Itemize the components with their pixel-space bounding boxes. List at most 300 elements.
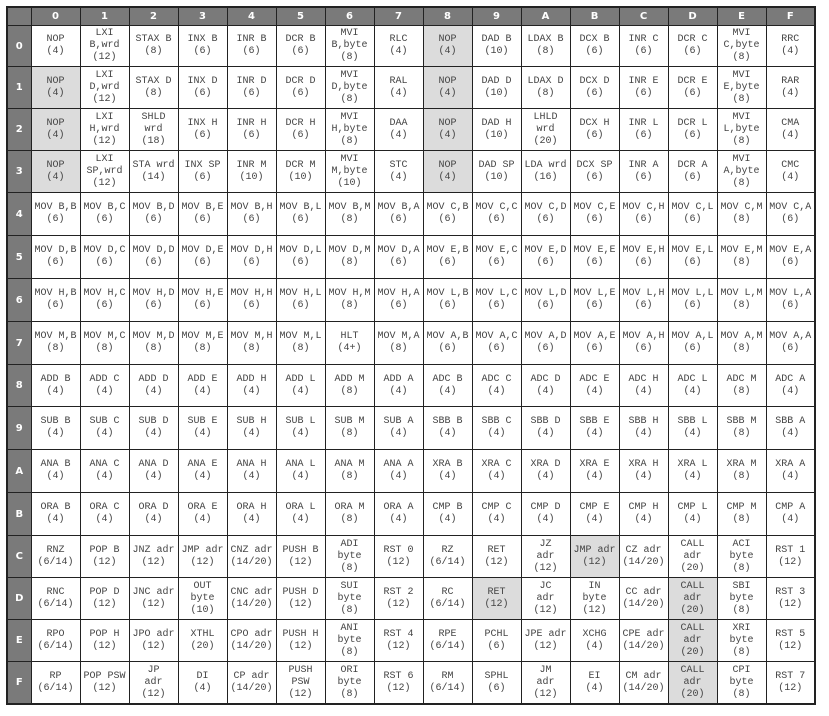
opcode-cell: LDAX B (8)	[521, 26, 570, 67]
row-header-0: 0	[7, 26, 31, 67]
opcode-cell: MOV B,D (6)	[129, 193, 178, 236]
column-header-c: C	[619, 7, 668, 26]
opcode-cell: ADD A (4)	[374, 365, 423, 407]
opcode-cell: MOV A,H (6)	[619, 322, 668, 365]
opcode-row-d	[7, 578, 815, 620]
opcode-cell: MOV C,L (6)	[668, 193, 717, 236]
opcode-cell: SUB A (4)	[374, 407, 423, 450]
opcode-cell: DAD H (10)	[472, 109, 521, 151]
opcode-cell: SHLD wrd (18)	[129, 109, 178, 151]
opcode-cell: ANA M (8)	[325, 450, 374, 493]
column-header-7: 7	[374, 7, 423, 26]
opcode-cell: MOV L,C (6)	[472, 279, 521, 322]
row-header-c: C	[7, 536, 31, 578]
opcode-cell: JPE adr (12)	[521, 620, 570, 662]
opcode-cell: SBB C (4)	[472, 407, 521, 450]
opcode-cell: RRC (4)	[766, 26, 815, 67]
column-header-3: 3	[178, 7, 227, 26]
opcode-cell: ANA C (4)	[80, 450, 129, 493]
opcode-cell: POP H (12)	[80, 620, 129, 662]
opcode-cell: ADC A (4)	[766, 365, 815, 407]
opcode-cell: LXI B,wrd (12)	[80, 26, 129, 67]
opcode-cell: RST 3 (12)	[766, 578, 815, 620]
opcode-cell: DCR D (6)	[276, 67, 325, 109]
corner-cell	[7, 7, 31, 26]
opcode-cell: SUB B (4)	[31, 407, 80, 450]
opcode-cell: ORA E (4)	[178, 493, 227, 536]
row-header-e: E	[7, 620, 31, 662]
opcode-cell: MOV L,M (8)	[717, 279, 766, 322]
opcode-cell: ADD M (8)	[325, 365, 374, 407]
opcode-cell: SBB E (4)	[570, 407, 619, 450]
column-header-f: F	[766, 7, 815, 26]
opcode-cell: RET (12)	[472, 536, 521, 578]
opcode-cell: MOV L,L (6)	[668, 279, 717, 322]
opcode-cell: JZ adr (12)	[521, 536, 570, 578]
opcode-cell: JNZ adr (12)	[129, 536, 178, 578]
opcode-cell: RST 0 (12)	[374, 536, 423, 578]
opcode-cell: JNC adr (12)	[129, 578, 178, 620]
row-header-3: 3	[7, 151, 31, 193]
opcode-cell: HLT (4+)	[325, 322, 374, 365]
opcode-cell: NOP (4)	[31, 109, 80, 151]
opcode-cell: RPO (6/14)	[31, 620, 80, 662]
opcode-cell: POP D (12)	[80, 578, 129, 620]
opcode-cell: ORA C (4)	[80, 493, 129, 536]
row-header-a: A	[7, 450, 31, 493]
opcode-row-a	[7, 450, 815, 493]
opcode-cell: INR E (6)	[619, 67, 668, 109]
opcode-cell: MOV B,E (6)	[178, 193, 227, 236]
opcode-cell: PUSH PSW (12)	[276, 662, 325, 705]
opcode-cell: ORA L (4)	[276, 493, 325, 536]
opcode-cell: MOV H,H (6)	[227, 279, 276, 322]
opcode-cell: XRA M (8)	[717, 450, 766, 493]
opcode-cell: CNC adr (14/20)	[227, 578, 276, 620]
opcode-cell: DCR E (6)	[668, 67, 717, 109]
opcode-rows	[7, 26, 815, 705]
opcode-cell: LHLD wrd (20)	[521, 109, 570, 151]
opcode-cell: MOV D,C (6)	[80, 236, 129, 279]
opcode-cell: MOV B,B (6)	[31, 193, 80, 236]
opcode-cell: DCR H (6)	[276, 109, 325, 151]
opcode-cell: SBB A (4)	[766, 407, 815, 450]
column-header-4: 4	[227, 7, 276, 26]
opcode-cell: NOP (4)	[423, 67, 472, 109]
opcode-cell: CMC (4)	[766, 151, 815, 193]
opcode-cell: MOV M,D (8)	[129, 322, 178, 365]
opcode-cell: CMP E (4)	[570, 493, 619, 536]
opcode-cell: ORA M (8)	[325, 493, 374, 536]
column-header-9: 9	[472, 7, 521, 26]
opcode-cell: ORA B (4)	[31, 493, 80, 536]
opcode-cell: MOV H,E (6)	[178, 279, 227, 322]
opcode-cell: XRA L (4)	[668, 450, 717, 493]
opcode-cell: MOV A,L (6)	[668, 322, 717, 365]
opcode-cell: ANA B (4)	[31, 450, 80, 493]
opcode-cell: XRI byte (8)	[717, 620, 766, 662]
opcode-cell: CMP L (4)	[668, 493, 717, 536]
column-header-2: 2	[129, 7, 178, 26]
column-header-d: D	[668, 7, 717, 26]
opcode-cell: ANA E (4)	[178, 450, 227, 493]
opcode-cell: MOV M,H (8)	[227, 322, 276, 365]
opcode-cell: SUB L (4)	[276, 407, 325, 450]
opcode-cell: DCR C (6)	[668, 26, 717, 67]
opcode-cell: RC (6/14)	[423, 578, 472, 620]
opcode-cell: PUSH B (12)	[276, 536, 325, 578]
column-header-e: E	[717, 7, 766, 26]
opcode-cell: MOV A,B (6)	[423, 322, 472, 365]
column-header-a: A	[521, 7, 570, 26]
opcode-cell: ACI byte (8)	[717, 536, 766, 578]
opcode-cell: PUSH H (12)	[276, 620, 325, 662]
opcode-cell: RST 4 (12)	[374, 620, 423, 662]
opcode-cell: ANA L (4)	[276, 450, 325, 493]
opcode-cell: CMA (4)	[766, 109, 815, 151]
opcode-cell: DCR B (6)	[276, 26, 325, 67]
opcode-cell: MOV L,D (6)	[521, 279, 570, 322]
column-header-row	[7, 7, 815, 26]
opcode-cell: ADC D (4)	[521, 365, 570, 407]
opcode-cell: MOV A,C (6)	[472, 322, 521, 365]
opcode-cell: MOV H,M (8)	[325, 279, 374, 322]
opcode-row-9	[7, 407, 815, 450]
opcode-cell: SUB C (4)	[80, 407, 129, 450]
opcode-cell: ADC C (4)	[472, 365, 521, 407]
opcode-cell: NOP (4)	[31, 67, 80, 109]
opcode-cell: INR C (6)	[619, 26, 668, 67]
opcode-cell: CALL adr (20)	[668, 536, 717, 578]
opcode-cell: MOV L,B (6)	[423, 279, 472, 322]
opcode-row-8	[7, 365, 815, 407]
opcode-cell: SUB H (4)	[227, 407, 276, 450]
opcode-cell: MOV D,H (6)	[227, 236, 276, 279]
opcode-cell: MOV E,L (6)	[668, 236, 717, 279]
opcode-row-e	[7, 620, 815, 662]
opcode-cell: MOV L,H (6)	[619, 279, 668, 322]
opcode-cell: RM (6/14)	[423, 662, 472, 705]
opcode-cell: DCR A (6)	[668, 151, 717, 193]
opcode-cell: MOV B,H (6)	[227, 193, 276, 236]
opcode-cell: JC adr (12)	[521, 578, 570, 620]
opcode-cell: MVI C,byte (8)	[717, 26, 766, 67]
opcode-cell: XRA E (4)	[570, 450, 619, 493]
opcode-cell: MOV D,E (6)	[178, 236, 227, 279]
opcode-cell: CMP C (4)	[472, 493, 521, 536]
opcode-cell: CM adr (14/20)	[619, 662, 668, 705]
opcode-cell: MVI D,byte (8)	[325, 67, 374, 109]
opcode-cell: SBB D (4)	[521, 407, 570, 450]
opcode-cell: ADC E (4)	[570, 365, 619, 407]
opcode-cell: ANA A (4)	[374, 450, 423, 493]
opcode-cell: CP adr (14/20)	[227, 662, 276, 705]
opcode-cell: INX H (6)	[178, 109, 227, 151]
opcode-table	[6, 6, 816, 705]
opcode-cell: DCX H (6)	[570, 109, 619, 151]
opcode-cell: XRA B (4)	[423, 450, 472, 493]
opcode-cell: LDA wrd (16)	[521, 151, 570, 193]
opcode-cell: STAX B (8)	[129, 26, 178, 67]
opcode-cell: NOP (4)	[31, 26, 80, 67]
opcode-cell: INX B (6)	[178, 26, 227, 67]
opcode-cell: MOV E,B (6)	[423, 236, 472, 279]
opcode-cell: RST 2 (12)	[374, 578, 423, 620]
opcode-cell: STA wrd (14)	[129, 151, 178, 193]
opcode-cell: MOV B,A (6)	[374, 193, 423, 236]
opcode-cell: MOV H,D (6)	[129, 279, 178, 322]
opcode-cell: MOV D,M (8)	[325, 236, 374, 279]
opcode-cell: MOV C,H (6)	[619, 193, 668, 236]
opcode-cell: MOV M,A (8)	[374, 322, 423, 365]
opcode-cell: DCR L (6)	[668, 109, 717, 151]
opcode-cell: MVI M,byte (10)	[325, 151, 374, 193]
opcode-cell: MOV D,A (6)	[374, 236, 423, 279]
opcode-cell: MOV M,E (8)	[178, 322, 227, 365]
opcode-cell: INR M (10)	[227, 151, 276, 193]
opcode-cell: RPE (6/14)	[423, 620, 472, 662]
opcode-cell: INR B (6)	[227, 26, 276, 67]
opcode-cell: MOV H,A (6)	[374, 279, 423, 322]
opcode-cell: SUI byte (8)	[325, 578, 374, 620]
opcode-cell: JMP adr (12)	[570, 536, 619, 578]
row-header-f: F	[7, 662, 31, 705]
opcode-cell: RNZ (6/14)	[31, 536, 80, 578]
opcode-cell: RLC (4)	[374, 26, 423, 67]
opcode-cell: MOV B,M (8)	[325, 193, 374, 236]
opcode-cell: ADD L (4)	[276, 365, 325, 407]
opcode-cell: SBB M (8)	[717, 407, 766, 450]
opcode-cell: ADD C (4)	[80, 365, 129, 407]
opcode-cell: MOV C,D (6)	[521, 193, 570, 236]
opcode-cell: NOP (4)	[423, 26, 472, 67]
opcode-cell: STC (4)	[374, 151, 423, 193]
row-header-1: 1	[7, 67, 31, 109]
opcode-cell: NOP (4)	[31, 151, 80, 193]
opcode-cell: DCX B (6)	[570, 26, 619, 67]
column-header-1: 1	[80, 7, 129, 26]
opcode-cell: MOV A,M (8)	[717, 322, 766, 365]
row-header-7: 7	[7, 322, 31, 365]
opcode-row-3	[7, 151, 815, 193]
opcode-row-b	[7, 493, 815, 536]
opcode-cell: PUSH D (12)	[276, 578, 325, 620]
opcode-cell: ORA A (4)	[374, 493, 423, 536]
opcode-cell: ORI byte (8)	[325, 662, 374, 705]
column-header-b: B	[570, 7, 619, 26]
opcode-cell: INX SP (6)	[178, 151, 227, 193]
opcode-cell: MOV H,B (6)	[31, 279, 80, 322]
opcode-cell: STAX D (8)	[129, 67, 178, 109]
opcode-cell: MOV D,D (6)	[129, 236, 178, 279]
opcode-cell: ADC L (4)	[668, 365, 717, 407]
opcode-cell: ORA H (4)	[227, 493, 276, 536]
opcode-cell: MOV L,E (6)	[570, 279, 619, 322]
opcode-cell: XTHL (20)	[178, 620, 227, 662]
opcode-cell: DCR M (10)	[276, 151, 325, 193]
opcode-cell: CALL adr (20)	[668, 620, 717, 662]
opcode-cell: MOV A,E (6)	[570, 322, 619, 365]
opcode-row-5	[7, 236, 815, 279]
column-header-0: 0	[31, 7, 80, 26]
opcode-cell: XRA D (4)	[521, 450, 570, 493]
opcode-cell: MOV A,A (6)	[766, 322, 815, 365]
column-header-5: 5	[276, 7, 325, 26]
opcode-cell: LDAX D (8)	[521, 67, 570, 109]
opcode-cell: CMP M (8)	[717, 493, 766, 536]
opcode-cell: CPI byte (8)	[717, 662, 766, 705]
opcode-cell: POP PSW (12)	[80, 662, 129, 705]
opcode-cell: SUB M (8)	[325, 407, 374, 450]
column-header-8: 8	[423, 7, 472, 26]
opcode-cell: INR A (6)	[619, 151, 668, 193]
row-header-8: 8	[7, 365, 31, 407]
opcode-cell: JM adr (12)	[521, 662, 570, 705]
row-header-2: 2	[7, 109, 31, 151]
opcode-cell: MOV C,E (6)	[570, 193, 619, 236]
opcode-cell: JP adr (12)	[129, 662, 178, 705]
opcode-cell: MOV E,D (6)	[521, 236, 570, 279]
opcode-cell: XCHG (4)	[570, 620, 619, 662]
opcode-cell: MOV L,A (6)	[766, 279, 815, 322]
opcode-cell: EI (4)	[570, 662, 619, 705]
opcode-cell: XRA A (4)	[766, 450, 815, 493]
opcode-cell: SUB D (4)	[129, 407, 178, 450]
opcode-cell: MVI H,byte (8)	[325, 109, 374, 151]
opcode-cell: DAA (4)	[374, 109, 423, 151]
opcode-row-1	[7, 67, 815, 109]
opcode-cell: CPE adr (14/20)	[619, 620, 668, 662]
opcode-cell: LXI H,wrd (12)	[80, 109, 129, 151]
opcode-cell: ADD E (4)	[178, 365, 227, 407]
opcode-cell: RP (6/14)	[31, 662, 80, 705]
opcode-cell: RZ (6/14)	[423, 536, 472, 578]
opcode-cell: MOV C,C (6)	[472, 193, 521, 236]
opcode-cell: INX D (6)	[178, 67, 227, 109]
opcode-cell: IN byte (12)	[570, 578, 619, 620]
opcode-cell: INR D (6)	[227, 67, 276, 109]
opcode-cell: POP B (12)	[80, 536, 129, 578]
opcode-cell: CMP A (4)	[766, 493, 815, 536]
opcode-cell: MVI E,byte (8)	[717, 67, 766, 109]
opcode-cell: RNC (6/14)	[31, 578, 80, 620]
opcode-row-4	[7, 193, 815, 236]
opcode-cell: CMP D (4)	[521, 493, 570, 536]
opcode-cell: CALL adr (20)	[668, 578, 717, 620]
opcode-cell: DCX SP (6)	[570, 151, 619, 193]
opcode-cell: MOV M,C (8)	[80, 322, 129, 365]
opcode-cell: INR L (6)	[619, 109, 668, 151]
opcode-cell: MVI B,byte (8)	[325, 26, 374, 67]
opcode-cell: MVI L,byte (8)	[717, 109, 766, 151]
opcode-cell: MOV D,B (6)	[31, 236, 80, 279]
column-header-6: 6	[325, 7, 374, 26]
opcode-cell: MOV E,E (6)	[570, 236, 619, 279]
opcode-cell: SBB B (4)	[423, 407, 472, 450]
opcode-cell: ADD D (4)	[129, 365, 178, 407]
opcode-cell: CZ adr (14/20)	[619, 536, 668, 578]
opcode-cell: SBI byte (8)	[717, 578, 766, 620]
opcode-cell: CC adr (14/20)	[619, 578, 668, 620]
opcode-cell: OUT byte (10)	[178, 578, 227, 620]
opcode-cell: MOV C,B (6)	[423, 193, 472, 236]
opcode-cell: CALL adr (20)	[668, 662, 717, 705]
row-header-9: 9	[7, 407, 31, 450]
opcode-cell: XRA C (4)	[472, 450, 521, 493]
opcode-cell: RAL (4)	[374, 67, 423, 109]
opcode-cell: MOV A,D (6)	[521, 322, 570, 365]
opcode-cell: JPO adr (12)	[129, 620, 178, 662]
opcode-cell: NOP (4)	[423, 151, 472, 193]
opcode-cell: NOP (4)	[423, 109, 472, 151]
opcode-cell: RST 5 (12)	[766, 620, 815, 662]
opcode-cell: ANA D (4)	[129, 450, 178, 493]
opcode-row-2	[7, 109, 815, 151]
opcode-cell: LXI D,wrd (12)	[80, 67, 129, 109]
opcode-cell: MVI A,byte (8)	[717, 151, 766, 193]
opcode-cell: CNZ adr (14/20)	[227, 536, 276, 578]
opcode-cell: MOV E,H (6)	[619, 236, 668, 279]
opcode-cell: SBB H (4)	[619, 407, 668, 450]
opcode-cell: MOV H,L (6)	[276, 279, 325, 322]
opcode-cell: DCX D (6)	[570, 67, 619, 109]
row-header-5: 5	[7, 236, 31, 279]
opcode-cell: ADI byte (8)	[325, 536, 374, 578]
opcode-cell: ORA D (4)	[129, 493, 178, 536]
opcode-cell: RAR (4)	[766, 67, 815, 109]
opcode-cell: SBB L (4)	[668, 407, 717, 450]
opcode-cell: MOV E,M (8)	[717, 236, 766, 279]
opcode-cell: ADC H (4)	[619, 365, 668, 407]
opcode-cell: MOV C,A (6)	[766, 193, 815, 236]
opcode-cell: DAD B (10)	[472, 26, 521, 67]
opcode-cell: MOV B,C (6)	[80, 193, 129, 236]
opcode-cell: LXI SP,wrd (12)	[80, 151, 129, 193]
opcode-row-7	[7, 322, 815, 365]
row-header-d: D	[7, 578, 31, 620]
opcode-cell: RET (12)	[472, 578, 521, 620]
opcode-cell: DAD D (10)	[472, 67, 521, 109]
opcode-cell: ADD H (4)	[227, 365, 276, 407]
opcode-cell: MOV H,C (6)	[80, 279, 129, 322]
opcode-cell: DAD SP (10)	[472, 151, 521, 193]
opcode-cell: MOV M,B (8)	[31, 322, 80, 365]
opcode-row-f	[7, 662, 815, 705]
opcode-row-c	[7, 536, 815, 578]
opcode-cell: RST 6 (12)	[374, 662, 423, 705]
opcode-cell: ADC B (4)	[423, 365, 472, 407]
opcode-cell: CMP B (4)	[423, 493, 472, 536]
row-header-4: 4	[7, 193, 31, 236]
opcode-cell: MOV M,L (8)	[276, 322, 325, 365]
opcode-cell: MOV B,L (6)	[276, 193, 325, 236]
opcode-cell: ADC M (8)	[717, 365, 766, 407]
opcode-cell: ADD B (4)	[31, 365, 80, 407]
opcode-row-0	[7, 26, 815, 67]
opcode-cell: INR H (6)	[227, 109, 276, 151]
opcode-cell: CMP H (4)	[619, 493, 668, 536]
row-header-6: 6	[7, 279, 31, 322]
opcode-row-6	[7, 279, 815, 322]
opcode-cell: CPO adr (14/20)	[227, 620, 276, 662]
row-header-b: B	[7, 493, 31, 536]
opcode-cell: SPHL (6)	[472, 662, 521, 705]
opcode-cell: ANI byte (8)	[325, 620, 374, 662]
opcode-cell: RST 1 (12)	[766, 536, 815, 578]
opcode-cell: PCHL (6)	[472, 620, 521, 662]
opcode-cell: MOV E,A (6)	[766, 236, 815, 279]
opcode-cell: RST 7 (12)	[766, 662, 815, 705]
